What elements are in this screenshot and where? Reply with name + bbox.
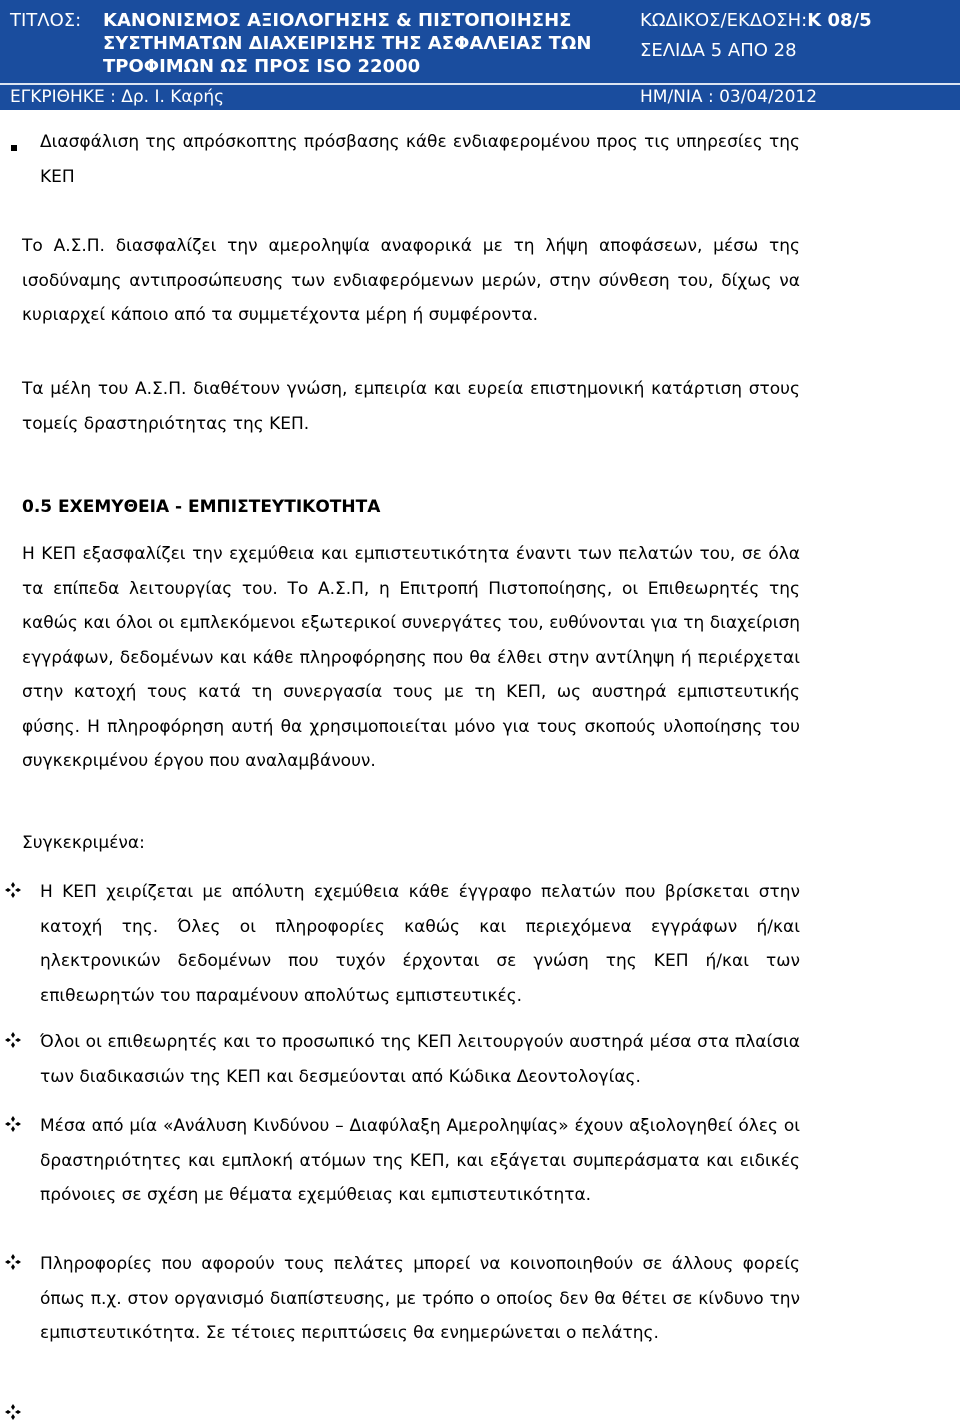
header-divider (0, 83, 960, 85)
list-item: Όλοι οι επιθεωρητές και το προσωπικό της ΚΕΠ λειτουργούν αυστηρά μέσα στα πλαίσια των διαδικασιών της ΚΕΠ και δεσμεύονται από Κώδικα Δεοντολογίας. (40, 1032, 800, 1087)
code-value: Κ 08/5 (807, 10, 872, 31)
approved-by: ΕΓΚΡΙΘΗΚΕ : Δρ. Ι. Καρής (10, 87, 225, 107)
paragraph-members: Τα μέλη του Α.Σ.Π. διαθέτουν γνώση, εμπειρία και ευρεία επιστημονική κατάρτιση στους τομείς δραστηριότητας της ΚΕΠ. (22, 379, 800, 434)
document-code (640, 10, 872, 31)
diamond-bullet-icon (4, 1253, 22, 1271)
approval-date: ΗΜ/ΝΙΑ : 03/04/2012 (640, 87, 818, 107)
title-line-2: ΣΥΣΤΗΜΑΤΩΝ ΔΙΑΧΕΙΡΙΣΗΣ ΤΗΣ ΑΣΦΑΛΕΙΑΣ ΤΩΝ (103, 33, 592, 54)
paragraph-impartiality: Το Α.Σ.Π. διασφαλίζει την αμεροληψία αναφορικά με τη λήψη αποφάσεων, μέσω της ισοδύναμης αντιπροσώπευσης των ενδιαφερόμενων μερών, στην σύνθεση του, δίχως να κυριαρχεί κάποιο από τα συμμετέχοντα μέρη ή συμφέροντα. (22, 236, 800, 325)
page-number: ΣΕΛΙΔΑ 5 ΑΠΟ 28 (640, 40, 797, 61)
bullet-access: Διασφάλιση της απρόσκοπτης πρόσβασης κάθε ενδιαφερομένου προς τις υπηρεσίες της ΚΕΠ (40, 132, 800, 187)
diamond-bullet-icon (4, 1031, 22, 1049)
diamond-bullet-icon (4, 881, 22, 899)
title-line-1: ΚΑΝΟΝΙΣΜΟΣ ΑΞΙΟΛΟΓΗΣΗΣ & ΠΙΣΤΟΠΟΙΗΣΗΣ (103, 10, 572, 31)
code-label: ΚΩΔΙΚΟΣ/ΕΚΔΟΣΗ: (640, 10, 808, 31)
diamond-bullet-icon (4, 1115, 22, 1133)
document-header (0, 0, 960, 110)
list-item: Μέσα από μία «Ανάλυση Κινδύνου – Διαφύλαξη Αμεροληψίας» έχουν αξιολογηθεί όλες οι δραστηριότητες και εμπλοκή ατόμων της ΚΕΠ, και εξάγεται συμπεράσματα και ειδικές πρόνοιες σε σχέση με θέματα εχεμύθειας και εμπιστευτικότητα. (40, 1116, 800, 1205)
label-specifically: Συγκεκριμένα: (22, 833, 145, 853)
square-bullet-icon (11, 145, 17, 151)
title-line-3: ΤΡΟΦΙΜΩΝ ΩΣ ΠΡΟΣ ISO 22000 (103, 56, 421, 77)
list-item: Η ΚΕΠ χειρίζεται με απόλυτη εχεμύθεια κάθε έγγραφο πελατών που βρίσκεται στην κατοχή της. Όλες οι πληροφορίες καθώς και περιεχόμενα εγγράφων ή/και ηλεκτρονικών δεδομένων που τυχόν έρχονται σε γνώση της ΚΕΠ ή/και των επιθεωρητών του παραμένουν απολύτως εμπιστευτικές. (40, 882, 800, 1006)
section-heading: 0.5 ΕΧΕΜΥΘΕΙΑ - ΕΜΠΙΣΤΕΥΤΙΚΟΤΗΤΑ (22, 497, 381, 517)
title-label: ΤΙΤΛΟΣ: (10, 10, 82, 31)
paragraph-confidentiality: Η ΚΕΠ εξασφαλίζει την εχεμύθεια και εμπιστευτικότητα έναντι των πελατών του, σε όλα τα επίπεδα λειτουργίας του. Το Α.Σ.Π, η Επιτροπή Πιστοποίησης, οι Επιθεωρητές της καθώς και όλοι οι εμπλεκόμενοι εξωτερικοί συνεργάτες του, ευθύνονται για τη διαχείριση εγγράφων, δεδομένων και κάθε πληροφόρησης που θα έλθει στην αντίληψη ή περιέρχεται στην κατοχή τους κατά τη συνεργασία τους με τη ΚΕΠ, ως αυστηρά εμπιστευτικής φύσης. Η πληροφόρηση αυτή θα χρησιμοποιείται μόνο για τους σκοπούς υλοποίησης του συγκεκριμένου έργου που αναλαμβάνουν. (22, 544, 800, 771)
list-item: Πληροφορίες που αφορούν τους πελάτες μπορεί να κοινοποιηθούν σε άλλους φορείς όπως π.χ. στον οργανισμό διαπίστευσης, με τρόπο ο οποίος δεν θα θέτει σε κίνδυνο την εμπιστευτικότητα. Σε τέτοιες περιπτώσεις θα ενημερώνεται ο πελάτης. (40, 1254, 800, 1343)
diamond-bullet-icon (4, 1403, 22, 1421)
